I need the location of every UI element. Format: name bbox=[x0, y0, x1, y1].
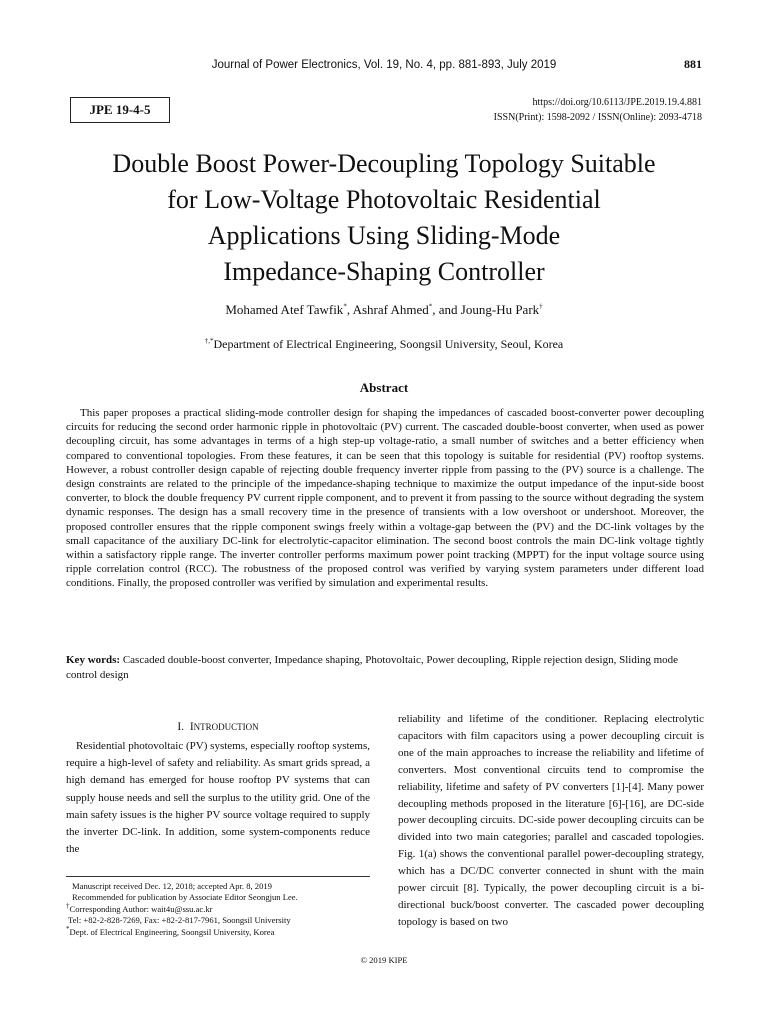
title-line: Applications Using Sliding-Mode bbox=[207, 221, 561, 250]
author-name: , and Joung-Hu Park bbox=[432, 302, 540, 317]
copyright-notice: © 2019 KIPE bbox=[360, 955, 408, 965]
paper-title bbox=[60, 146, 708, 290]
title-line: Double Boost Power-Decoupling Topology Suitable bbox=[112, 149, 656, 178]
section-title-initial: I bbox=[189, 721, 194, 733]
footnote-dept bbox=[66, 924, 370, 938]
affiliation-mark: †,* bbox=[204, 337, 214, 345]
right-column: reliability and lifetime of the conditioner. Replacing electrolytic capacitors with film capacitors using a power decoupling circuit is one of the main approaches to increase the reliability and lifetime of converters. Most conventional circuits tend to compromise the reliability, lifetime and safety of PV converters [1]-[4]. Many power decoupling methods proposed in the literature [6]-[16], are DC-side power decoupling circuits. DC-side power decoupling circuits can be divided into two main categories; parallel and cascaded topologies. Fig. 1(a) shows the conventional parallel power-decoupling strategy, which has a DC/DC converter connected in shunt with the main power circuit [8]. Typically, the power decoupling circuit is a bi-directional buck/boost converter. The cascaded power decoupling topology is based on two bbox=[398, 713, 704, 928]
left-column bbox=[66, 720, 370, 858]
title-line: for Low-Voltage Photovoltaic Residential bbox=[167, 185, 601, 214]
footnotes bbox=[66, 881, 370, 938]
affiliation-text: Department of Electrical Engineering, Soongsil University, Seoul, Korea bbox=[213, 337, 564, 351]
keywords-text: Cascaded double-boost converter, Impedance shaping, Photovoltaic, Power decoupling, Ripple rejection design, Sliding mode control design bbox=[66, 654, 679, 681]
keywords bbox=[66, 653, 704, 683]
abstract-body: This paper proposes a practical sliding-mode controller design for shaping the impedances of cascaded boost-converter power decoupling circuits for reducing the second order harmonic ripple in photovoltaic (PV) current. The cascaded double-boost converter, when used as power decoupling circuit, has some advantages in terms of a high step-up voltage-ratio, a small number of switches and a better efficiency when compared to conventional topologies. From these features, it can be seen that this topology is suitable for residential (PV) rooftop systems. However, a robust controller design capable of rejecting double frequency inverter ripple from passing to the (PV) source is a challenge. The design constraints are related to the principle of the impedance-shaping technique to maximize the output impedance of the input-side boost converter, to block the double frequency PV current ripple component, and to prevent it from passing to the source without degrading the system dynamic responses. The design has a small recovery time in the presence of transients with a low overshoot or undershoot. Moreover, the proposed controller ensures that the ripple component swings freely within a voltage-gap between the (PV) and the DC-link voltages by the small capacitance of the auxiliary DC-link for electrolytic-capacitor elimination. The second boost controls the main DC-link voltage tightly within a satisfactory ripple range. The inverter controller performs maximum power point tracking (MPPT) for the input voltage source using ripple correlation control (RCC). The robustness of the proposed control was verified by varying system parameters under different load conditions. Finally, the proposed controller was verified by simulation and experimental results. bbox=[66, 407, 704, 590]
jpe-id-box: JPE 19-4-5 bbox=[70, 97, 170, 123]
abstract-heading: Abstract bbox=[359, 380, 409, 395]
page-number: 881 bbox=[684, 57, 702, 71]
journal-citation-line: Journal of Power Electronics, Vol. 19, No. 4, pp. 881-893, July 2019 bbox=[211, 59, 557, 71]
footnote-tel: Tel: +82-2-828-7269, Fax: +82-2-817-7961, Soongsil University bbox=[68, 915, 291, 926]
author-name: , Ashraf Ahmed bbox=[346, 302, 429, 317]
affiliation bbox=[0, 337, 768, 352]
issn-line: ISSN(Print): 1598-2092 / ISSN(Online): 2093-4718 bbox=[493, 112, 702, 123]
author-mark: * bbox=[343, 302, 347, 311]
footnote-mark: † bbox=[66, 901, 70, 910]
footnote-editor: Recommended for publication by Associate Editor Seongjun Lee. bbox=[72, 892, 298, 903]
author-list bbox=[0, 302, 768, 318]
keywords-label: Key words: bbox=[66, 654, 121, 666]
footnote-text: Dept. of Electrical Engineering, Soongsil University, Korea bbox=[69, 926, 275, 937]
author-name: Mohamed Atef Tawfik bbox=[225, 302, 344, 317]
title-line: Impedance-Shaping Controller bbox=[223, 257, 545, 286]
footnote-divider bbox=[66, 876, 370, 877]
doi-link[interactable]: https://doi.org/10.6113/JPE.2019.19.4.881 bbox=[532, 97, 702, 108]
section-heading-introduction bbox=[66, 720, 370, 734]
footnote-corresponding bbox=[66, 901, 370, 915]
section-number: I. bbox=[177, 721, 185, 733]
author-mark: * bbox=[428, 302, 433, 311]
author-mark: † bbox=[539, 302, 543, 311]
footnote-text: Corresponding Author: wait4u@ssu.ac.kr bbox=[69, 903, 213, 914]
intro-paragraph-left: Residential photovoltaic (PV) systems, especially rooftop systems, require a high-level of safety and reliability. As smart grids spread, a high demand has emerged for house rooftop PV systems that can supply house needs and sell the surplus to the utility grid. One of the main safety issues is the higher PV source voltage required to supply the inverter DC-link. In addition, some system-components reduce the bbox=[66, 740, 370, 856]
section-title-rest: NTRODUCTION bbox=[193, 722, 259, 732]
footnote-mark: * bbox=[66, 924, 70, 933]
footnote-received: Manuscript received Dec. 12, 2018; accepted Apr. 8, 2019 bbox=[72, 881, 272, 891]
